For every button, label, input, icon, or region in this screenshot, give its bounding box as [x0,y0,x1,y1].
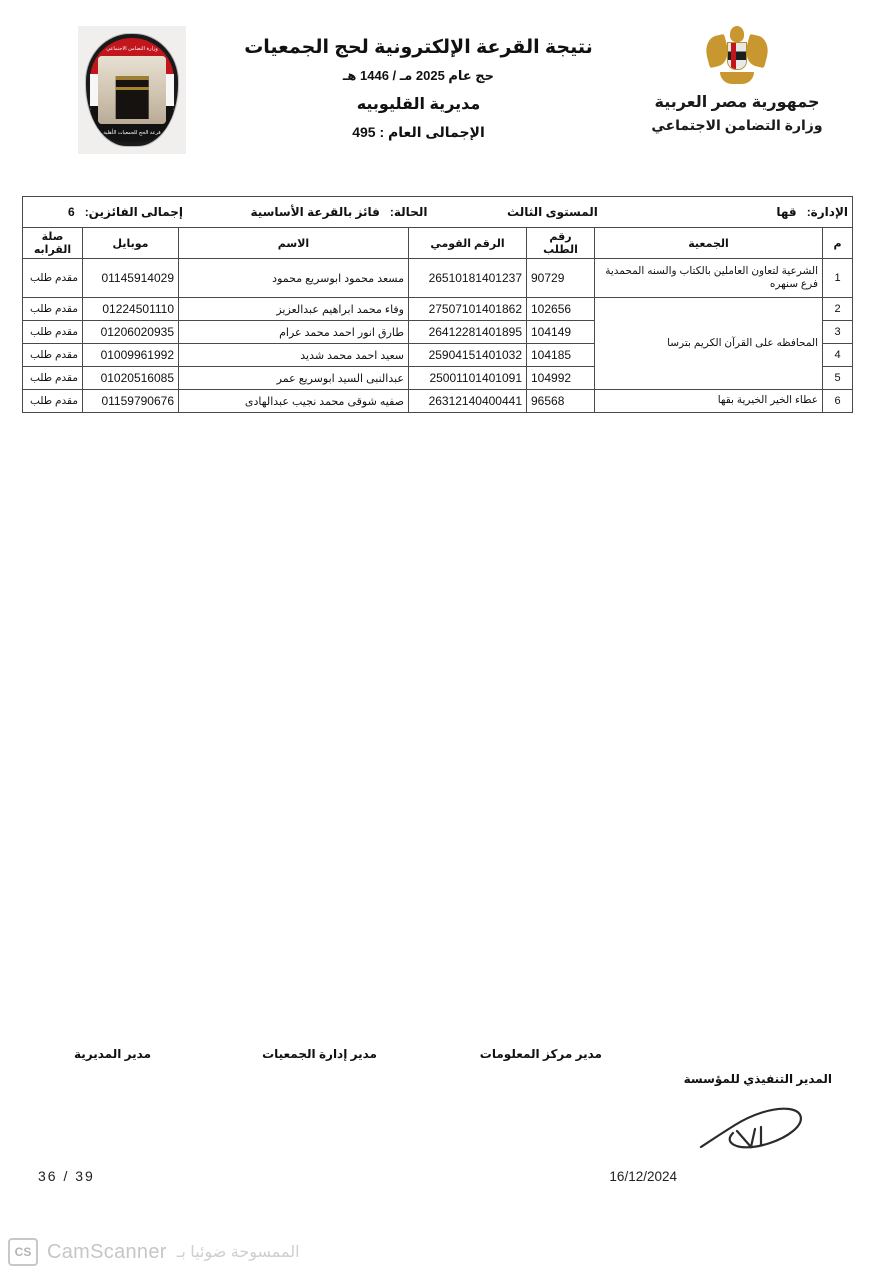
camscanner-badge-icon: CS [8,1238,38,1266]
cell-index: 1 [823,259,853,298]
table-row [22,259,852,298]
cell-index: 2 [823,298,853,321]
cell-index: 6 [823,390,853,413]
title-year: حج عام 2025 مـ / 1446 هـ [342,68,495,83]
government-emblem [637,24,837,134]
col-relation: صلة القرابه [22,228,82,259]
page-footer [0,1168,877,1198]
page-current: 36 [38,1168,58,1184]
admin-info [651,205,848,219]
cell-relation: مقدم طلب [22,298,82,321]
col-request-no: رقم الطلب [527,228,595,259]
page-separator: / [63,1168,70,1184]
egypt-eagle-icon [706,24,768,86]
col-national-id: الرقم القومي [409,228,527,259]
table-row [22,298,852,321]
hajj-logo-bottom-text: قرعة الحج للجمعيات الأهلية [103,130,161,136]
cell-relation: مقدم طلب [22,259,82,298]
status-info [224,205,454,219]
results-table [22,196,853,413]
winners-value: 6 [67,205,75,219]
table-meta-row [22,197,852,228]
cell-request-no: 104185 [527,344,595,367]
cell-name: سعيد احمد محمد شديد [179,344,409,367]
admin-label: الإدارة: [806,205,848,219]
page-total: 39 [75,1168,95,1184]
signature-executive-director: المدير التنفيذي للمؤسسة [683,1072,832,1086]
cell-relation: مقدم طلب [22,321,82,344]
cell-request-no: 104149 [527,321,595,344]
signature-info-center-manager: مدير مركز المعلومات [479,1047,602,1061]
cell-name: وفاء محمد ابراهيم عبدالعزيز [179,298,409,321]
page-number [38,1168,95,1184]
winners-label: إجمالى الفائزين: [84,205,184,219]
table-body [22,259,852,413]
cell-mobile: 01206020935 [83,321,179,344]
cell-mobile: 01224501110 [83,298,179,321]
camscanner-arabic: الممسوحة ضوئيا بـ [176,1244,300,1261]
document-date: 16/12/2024 [609,1169,677,1184]
cell-national-id: 27507101401862 [409,298,527,321]
title-directorate: مديرية القليوبيه [356,96,481,113]
cell-national-id: 26412281401895 [409,321,527,344]
cell-relation: مقدم طلب [22,344,82,367]
cell-index: 4 [823,344,853,367]
status-badge: فائز بالقرعة الأساسية [250,205,380,219]
cell-national-id: 26312140400441 [409,390,527,413]
level-value: المستوى الثالث [507,205,598,219]
cell-name: عبدالنبى السيد ابوسريع عمر [179,367,409,390]
cell-mobile: 01009961992 [83,344,179,367]
table-header-row [22,228,852,259]
signature-directorate-manager: مدير المديرية [73,1047,151,1061]
cell-mobile: 01020516085 [83,367,179,390]
cell-national-id: 26510181401237 [409,259,527,298]
cell-national-id: 25001101401091 [409,367,527,390]
table-row [22,390,852,413]
cell-request-no: 96568 [527,390,595,413]
emblem-country-label: جمهورية مصر العربية [654,94,820,111]
winners-total [27,205,224,219]
title-block [210,36,627,141]
cell-relation: مقدم طلب [22,367,82,390]
cell-request-no: 90729 [527,259,595,298]
camscanner-watermark [0,1230,877,1274]
col-society: الجمعية [595,228,823,259]
camscanner-brand: CamScanner [47,1240,167,1263]
cell-request-no: 104992 [527,367,595,390]
cell-society: المحافظه على القرآن الكريم بترسا [595,298,823,390]
col-index: م [823,228,853,259]
handwritten-signature-icon [689,1095,849,1165]
hajj-kaaba-logo-icon [86,34,178,146]
col-name: الاسم [179,228,409,259]
status-label: الحالة: [389,205,428,219]
cell-name: صفيه شوقى محمد نجيب عبدالهادى [179,390,409,413]
hajj-logo-top-text: وزارة التضامن الاجتماعي [106,46,158,52]
cell-society: الشرعية لتعاون العاملين بالكتاب والسنه المحمدية فرع سنهره [595,259,823,298]
signature-societies-manager: مدير إدارة الجمعيات [262,1047,377,1061]
document-header [0,18,877,173]
cell-society: عطاء الخير الخيرية بقها [595,390,823,413]
col-mobile: موبايل [83,228,179,259]
title-grand-total: الإجمالى العام : 495 [352,124,485,140]
cell-index: 5 [823,367,853,390]
cell-name: طارق انور احمد محمد عرام [179,321,409,344]
admin-value: قها [776,205,797,219]
cell-mobile: 01145914029 [83,259,179,298]
cell-request-no: 102656 [527,298,595,321]
hajj-lottery-logo [78,26,186,154]
page-title: نتيجة القرعة الإلكترونية لحج الجمعيات [244,37,593,58]
cell-mobile: 01159790676 [83,390,179,413]
signature-block [0,1047,877,1177]
cell-relation: مقدم طلب [22,390,82,413]
results-table-wrapper [23,196,853,413]
cell-national-id: 25904151401032 [409,344,527,367]
emblem-ministry-label: وزارة التضامن الاجتماعي [651,117,823,133]
cell-index: 3 [823,321,853,344]
cell-name: مسعد محمود ابوسريع محمود [179,259,409,298]
